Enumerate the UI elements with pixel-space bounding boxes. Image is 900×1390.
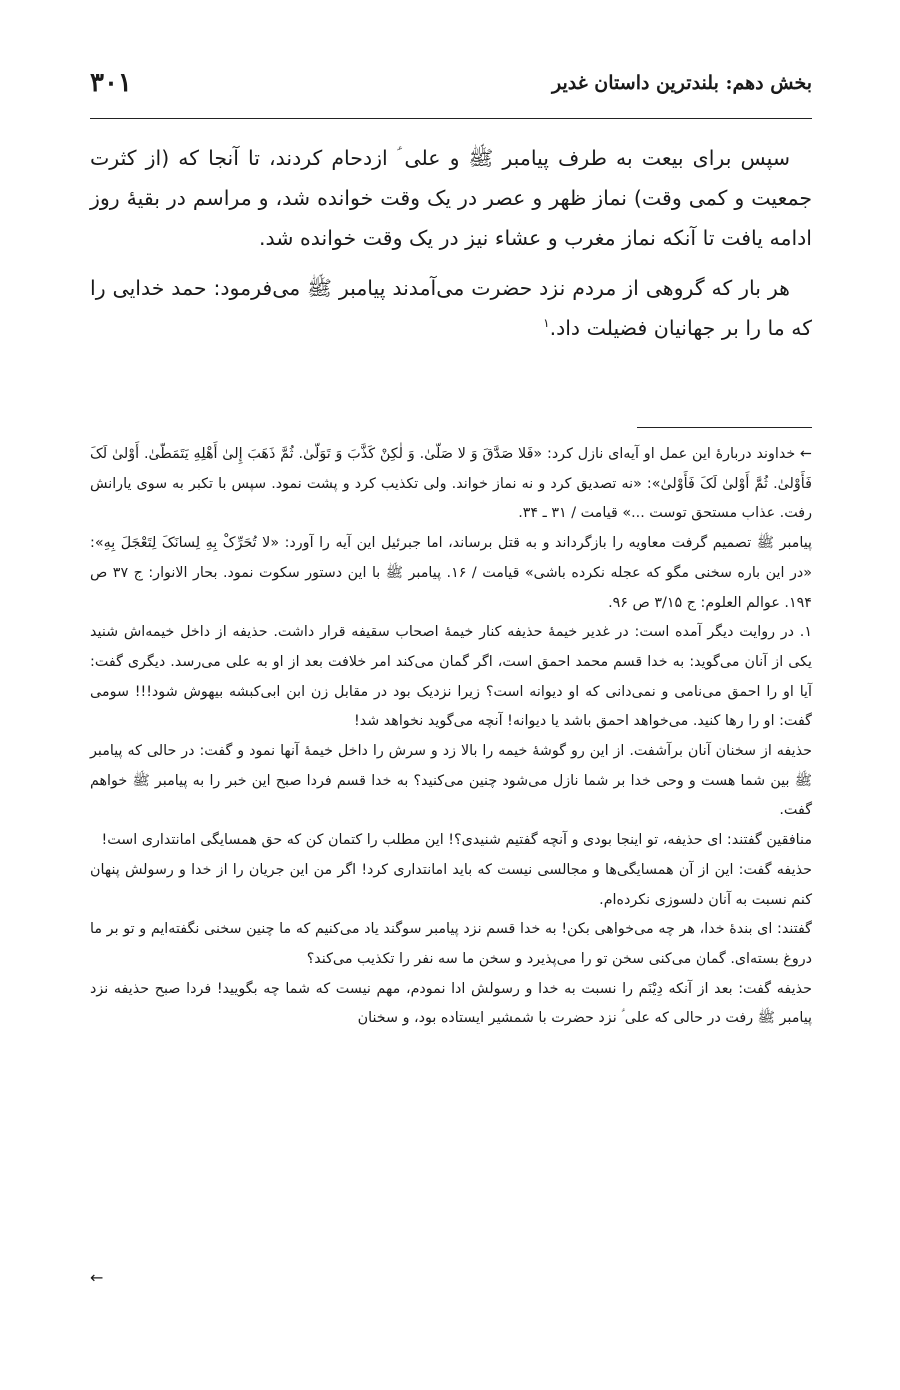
paragraph: سپس برای بیعت به طرف پیامبر ﷺ و علی ؑ ازدحام کردند، تا آنجا که (از کثرت جمعیت و کمی وقت) نماز ظهر و عصر در یک وقت خوانده شد، و مراسم در بقیهٔ روز ادامه یافت تا آنکه نماز مغرب و عشاء نیز در یک وقت خوانده شد. xyxy=(90,146,812,250)
footnote-paragraph: ۱. در روایت دیگر آمده است: در غدیر خیمهٔ حذیفه کنار خیمهٔ اصحاب سقیفه قرار داشت. حذیفه از داخل خیمه‌اش شنید یکی از آنان می‌گوید: به خدا قسم محمد احمق است، اگر گمان می‌کند امر خلافت بعد از او به علی می‌رسد. دیگری گفت: آیا او را احمق می‌نامی و نمی‌دانی که او دیوانه است؟ زیرا نزدیک بود در مقابل زن ابن ابی‌کبشه بیهوش شود!!! سومی گفت: او را رها کنید. می‌خواهد احمق باشد یا دیوانه! آنچه می‌گوید نخواهد شد! xyxy=(90,624,812,730)
footnote-paragraph: منافقین گفتند: ای حذیفه، تو اینجا بودی و آنچه گفتیم شنیدی؟! این مطلب را کتمان کن که حق همسایگی امانتداری است! xyxy=(101,832,812,849)
footnote-divider xyxy=(637,427,812,428)
running-head: بخش دهم: بلندترین داستان غدیر xyxy=(552,72,812,94)
main-text xyxy=(90,138,812,358)
continuation-arrow: ← xyxy=(90,1268,104,1287)
footnote-paragraph: ← خداوند دربارهٔ این عمل او آیه‌ای نازل کرد: «فَلا صَدَّقَ وَ لا صَلّیٰ. وَ لٰکِنْ کَذَّبَ وَ تَوَلّیٰ. ثُمَّ ذَهَبَ إِلیٰ أَهْلِهِ یَتَمَطّیٰ. أَوْلیٰ لَکَ فَأَوْلیٰ. ثُمَّ أَوْلیٰ لَکَ فَأَوْلیٰ»: «نه تصدیق کرد و نه نماز خواند. ولی تکذیب کرد و پشت نمود. سپس با تکبر به سوی یارانش رفت. عذاب مستحق توست ...» قیامت / ۳۱ ـ ۳۴. xyxy=(90,446,812,522)
footnote-paragraph: حذیفه گفت: این از آن همسایگی‌ها و مجالسی نیست که باید امانتداری کرد! اگر من این جریان را از خدا و رسولش پنهان کنم نسبت به آنان دلسوزی نکرده‌ام. xyxy=(90,861,812,908)
page-number: ۳۰۱ xyxy=(90,68,132,98)
footnote-paragraph: حذیفه از سخنان آنان برآشفت. از این رو گوشهٔ خیمه را بالا زد و سرش را داخل خیمهٔ آنها نمود و گفت: در حالی که پیامبر ﷺ بین شما هست و وحی خدا بر شما نازل می‌شود چنین می‌کنید؟ به خدا قسم فردا صبح این خبر را به پیامبر ﷺ خواهم گفت. xyxy=(90,743,812,819)
footnote-paragraph: پیامبر ﷺ تصمیم گرفت معاویه را بازگرداند و به قتل برساند، اما جبرئیل این آیه را آورد: «لا تُحَرِّکْ بِهِ لِسانَکَ لِتَعْجَلَ بِهِ»: «در این باره سخنی مگو که عجله نکرده باشی» قیامت / ۱۶. پیامبر ﷺ با این دستور سکوت نمود. بحار الانوار: ج ۳۷ ص ۱۹۴. عوالم العلوم: ج ۳/۱۵ ص ۹۶. xyxy=(90,535,812,611)
footnote-marker: ۱ xyxy=(543,316,550,331)
book-page xyxy=(90,0,812,1390)
paragraph xyxy=(90,268,812,348)
footnote-paragraph: گفتند: ای بندهٔ خدا، هر چه می‌خواهی بکن! به خدا قسم نزد پیامبر سوگند یاد می‌کنیم که ما چنین سخنی نگفته‌ایم و تو بر ما دروغ بسته‌ای. گمان می‌کنی سخن تو را می‌پذیرد و سخن ما سه نفر را تکذیب می‌کند؟ xyxy=(90,921,812,967)
paragraph-text: هر بار که گروهی از مردم نزد حضرت می‌آمدند پیامبر ﷺ می‌فرمود: حمد خدایی را که ما را بر جهانیان فضیلت داد. xyxy=(90,276,812,340)
footnote-paragraph: حذیفه گفت: بعد از آنکه دِیْنَم را نسبت به خدا و رسولش ادا نمودم، مهم نیست که شما چه بگویید! فردا صبح حذیفه نزد پیامبر ﷺ رفت در حالی که علی ؑ نزد حضرت با شمشیر ایستاده بود، و سخنان xyxy=(90,980,812,1027)
footnotes xyxy=(90,440,812,1034)
page-header xyxy=(90,62,812,119)
